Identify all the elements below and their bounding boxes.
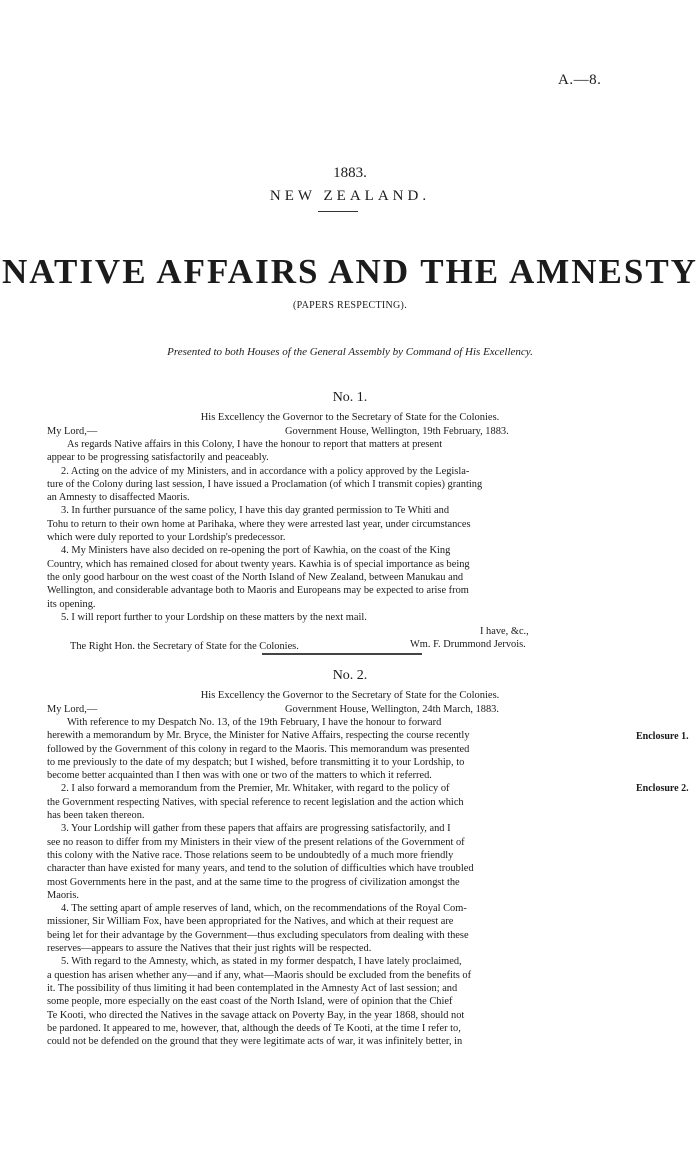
page-title: NATIVE AFFAIRS AND THE AMNESTY — [2, 252, 698, 291]
text-line: Tohu to return to their own home at Parihaka, where they were arrested last year, under circumstances — [47, 518, 471, 530]
text-line: 2. Acting on the advice of my Ministers, and in accordance with a policy approved by the Legisla- — [61, 465, 470, 477]
text-line: 2. I also forward a memorandum from the Premier, Mr. Whitaker, with regard to the policy of — [61, 783, 450, 795]
text-line: 5. I will report further to your Lordship on these matters by the next mail. — [61, 611, 367, 623]
text-line: character than have existed for many years, and tend to the solution of difficulties which have troubled — [47, 863, 474, 875]
doc1-body — [47, 438, 647, 624]
page-reference: A.—8. — [558, 72, 602, 88]
page-subtitle: (PAPERS RESPECTING). — [293, 300, 407, 311]
text-line: As regards Native affairs in this Colony, I have the honour to report that matters at present — [67, 439, 443, 450]
doc2-salutation: My Lord,— — [47, 704, 98, 715]
text-line: With reference to my Despatch No. 13, of the 19th February, I have the honour to forward — [67, 717, 442, 728]
doc1-addressee: The Right Hon. the Secretary of State for the Colonies. — [70, 641, 299, 652]
text-line: ture of the Colony during last session, I have issued a Proclamation (of which I transmit copies) granting — [47, 478, 483, 490]
text-line: see no reason to differ from my Ministers in their view of the present relations of the Government of — [47, 836, 465, 848]
text-line: missioner, Sir William Fox, have been appropriated for the Natives, and which at their request are — [47, 916, 454, 928]
text-line: 3. In further pursuance of the same policy, I have this day granted permission to Te Whiti and — [61, 505, 450, 517]
text-line: an Amnesty to disaffected Maoris. — [47, 492, 190, 504]
doc1-closing: I have, &c., — [480, 626, 529, 637]
doc1-salutation: My Lord,— — [47, 426, 98, 437]
text-line: Country, which has remained closed for about twenty years. Kawhia is of special importance as being — [47, 558, 470, 570]
text-line: could not be defended on the ground that they were legitimate acts of war, it was infinitely better, in — [47, 1036, 463, 1048]
text-line: a question has arisen whether any—and if any, what—Maoris should be excluded from the benefits of — [47, 969, 472, 981]
section-separator — [262, 653, 422, 655]
enclosure-2-note: Enclosure 2. — [636, 783, 689, 794]
doc1-heading: His Excellency the Governor to the Secretary of State for the Colonies. — [200, 412, 500, 423]
text-line: some people, more especially on the east coast of the North Island, were of opinion that the Chief — [47, 996, 453, 1008]
text-line: this colony with the Native race. Those relations seem to be undoubtedly of a much more friendly — [47, 849, 454, 861]
text-line: which were duly reported to your Lordship's predecessor. — [47, 532, 286, 544]
doc2-body — [47, 716, 647, 1048]
text-line: the Government respecting Natives, with special reference to recent legislation and the action which — [47, 796, 464, 808]
doc1-number: No. 1. — [332, 390, 368, 405]
doc2-heading: His Excellency the Governor to the Secretary of State for the Colonies. — [200, 690, 500, 701]
text-line: Wellington, and considerable advantage both to Maoris and Europeans may be expected to arise from — [47, 585, 469, 597]
text-line: followed by the Government of this colony in regard to the Maoris. This memorandum was presented — [47, 743, 470, 755]
doc1-signature: Wm. F. Drummond Jervois. — [410, 639, 526, 650]
text-line: 4. The setting apart of ample reserves of land, which, on the recommendations of the Royal Com- — [61, 903, 467, 915]
text-line: reserves—appears to assure the Natives that their just rights will be respected. — [47, 943, 372, 955]
text-line: be pardoned. It appeared to me, however, that, although the deeds of Te Kooti, at the time I refer to, — [47, 1022, 461, 1034]
text-line: herewith a memorandum by Mr. Bryce, the Minister for Native Affairs, respecting the course recently — [47, 730, 470, 742]
text-line: become better acquainted than I then was with one or two of the matters to which it referred. — [47, 770, 432, 782]
text-line: it. The possibility of thus limiting it had been contemplated in the Amnesty Act of last session; and — [47, 982, 458, 994]
text-line: 5. With regard to the Amnesty, which, as stated in my former despatch, I have lately proclaimed, — [61, 956, 462, 968]
text-line: the only good harbour on the west coast of the North Island of New Zealand, between Manukau and — [47, 571, 464, 583]
presented-line: Presented to both Houses of the General Assembly by Command of His Excellency. — [167, 346, 533, 358]
document-year: 1883. — [333, 165, 367, 181]
text-line: 4. My Ministers have also decided on re-opening the port of Kawhia, on the coast of the King — [61, 545, 451, 557]
text-line: its opening. — [47, 598, 96, 610]
text-line: has been taken thereon. — [47, 810, 145, 822]
document-country: NEW ZEALAND. — [269, 188, 431, 204]
text-line: Maoris. — [47, 889, 80, 901]
enclosure-1-note: Enclosure 1. — [636, 731, 689, 742]
text-line: 3. Your Lordship will gather from these papers that affairs are progressing satisfactorily, and I — [61, 823, 451, 835]
text-line: to me previously to the date of my despatch; but I wished, before transmitting it to your Lordship, to — [47, 756, 465, 768]
doc2-place-date: Government House, Wellington, 24th March, 1883. — [285, 704, 499, 715]
text-line: most Governments here in the past, and at the same time to the progress of civilization amongst the — [47, 876, 460, 888]
text-line: appear to be progressing satisfactorily and peaceably. — [47, 452, 269, 464]
doc1-place-date: Government House, Wellington, 19th February, 1883. — [285, 426, 509, 437]
header-rule — [318, 211, 358, 212]
text-line: Te Kooti, who directed the Natives in the savage attack on Poverty Bay, in the year 1868, should not — [47, 1009, 465, 1021]
doc2-number: No. 2. — [332, 668, 368, 683]
text-line: being let for their advantage by the Government—thus excluding speculators from dealing with these — [47, 929, 469, 941]
